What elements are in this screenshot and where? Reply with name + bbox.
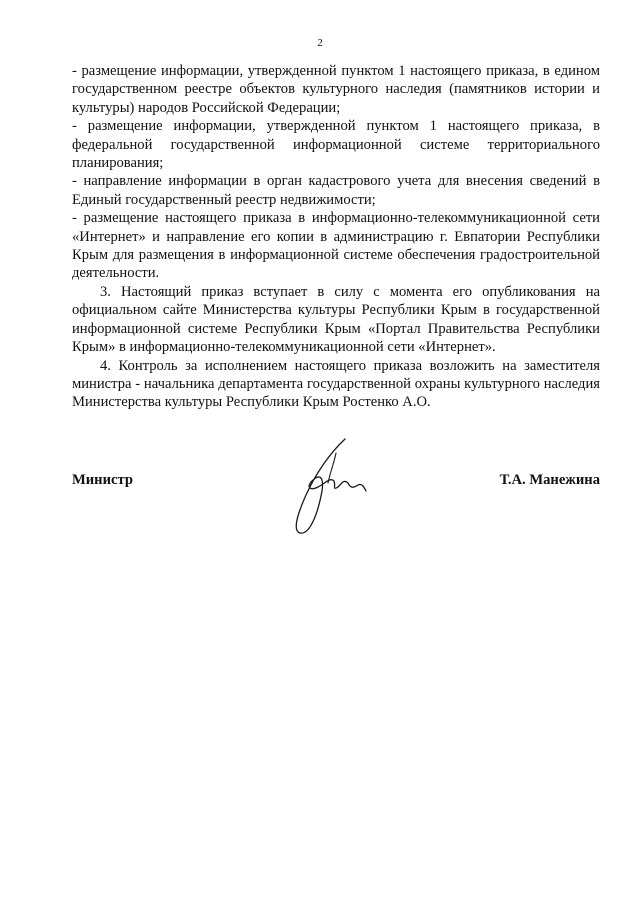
clause-4: 4. Контроль за исполнением настоящего приказа возложить на заместителя министра - начальника департамента государственной охраны культурного наследия Министерства культуры Республики Крым Ростенко А.О. bbox=[72, 357, 600, 411]
signatory-name: Т.А. Манежина bbox=[499, 472, 600, 488]
list-item-territorial-planning: - размещение информации, утвержденной пунктом 1 настоящего приказа, в федеральной государственной информационной системе территориального планирования; bbox=[72, 118, 600, 172]
list-item-internet-publication: - размещение настоящего приказа в информационно-телекоммуникационной сети «Интернет» и направление его копии в администрацию г. Евпатории Республики Крым для размещения в информационной системе обеспечения градостроительной деятельности. bbox=[72, 210, 600, 282]
signatory-position: Министр bbox=[72, 472, 133, 488]
list-item-cadastral: - направление информации в орган кадастрового учета для внесения сведений в Единый государственный реестр недвижимости; bbox=[72, 173, 600, 208]
handwritten-signature bbox=[290, 433, 370, 538]
list-item-registry-objects: - размещение информации, утвержденной пунктом 1 настоящего приказа, в едином государственном реестре объектов культурного наследия (памятников истории и культуры) народов Российской Федерации; bbox=[72, 63, 600, 116]
clause-3: 3. Настоящий приказ вступает в силу с момента его опубликования на официальном сайте Министерства культуры Республики Крым в государственной информационной системе Республики Крым «Портал Правительства Республики Крым» в информационно-телекоммуникационной сети «Интернет». bbox=[72, 283, 600, 356]
document-body bbox=[72, 62, 600, 412]
page-number: 2 bbox=[317, 37, 323, 49]
